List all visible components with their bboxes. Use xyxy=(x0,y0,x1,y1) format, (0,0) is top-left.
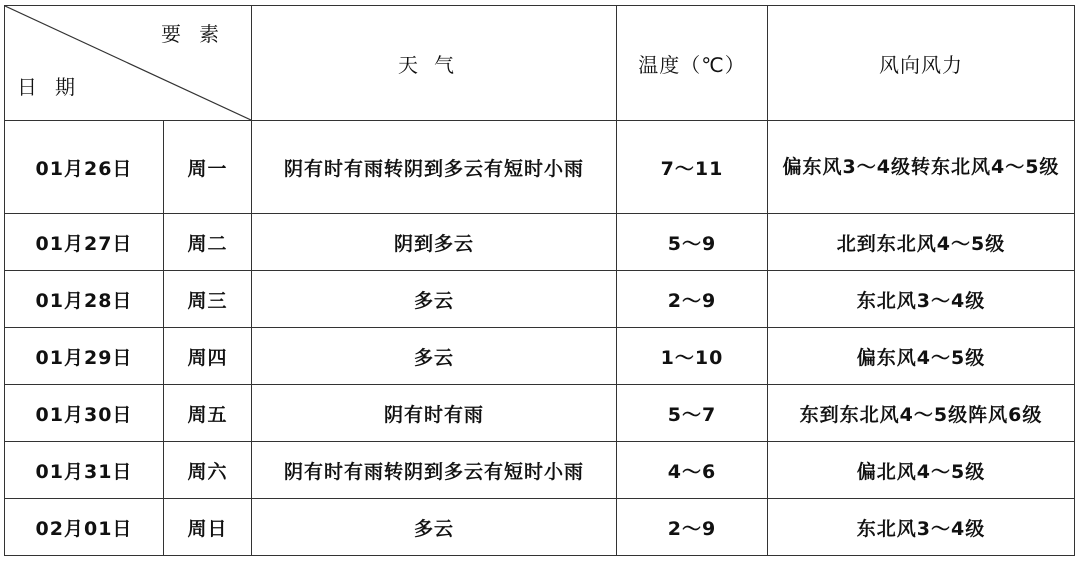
weather-cell: 阴有时有雨转阴到多云有短时小雨 xyxy=(252,121,617,214)
element-label: 要素 xyxy=(161,22,237,46)
weekday-cell: 周六 xyxy=(164,442,252,499)
weather-header: 天气 xyxy=(252,6,617,121)
corner-header-cell xyxy=(5,6,252,121)
temperature-cell: 5～9 xyxy=(617,214,768,271)
weekday-cell: 周二 xyxy=(164,214,252,271)
weekday-cell: 周一 xyxy=(164,121,252,214)
table-row xyxy=(5,271,1075,328)
wind-cell: 东到东北风4～5级阵风6级 xyxy=(768,385,1075,442)
temperature-cell: 2～9 xyxy=(617,271,768,328)
table-row xyxy=(5,499,1075,556)
weather-cell: 阴有时有雨转阴到多云有短时小雨 xyxy=(252,442,617,499)
wind-cell: 东北风3～4级 xyxy=(768,271,1075,328)
date-cell: 01月26日 xyxy=(5,121,164,214)
table-row xyxy=(5,328,1075,385)
weekday-cell: 周五 xyxy=(164,385,252,442)
wind-header: 风向风力 xyxy=(768,6,1075,121)
weekday-cell: 周日 xyxy=(164,499,252,556)
weather-cell: 阴有时有雨 xyxy=(252,385,617,442)
date-cell: 01月27日 xyxy=(5,214,164,271)
temperature-cell: 5～7 xyxy=(617,385,768,442)
weather-forecast-table xyxy=(4,5,1075,556)
table-row xyxy=(5,442,1075,499)
wind-cell: 东北风3～4级 xyxy=(768,499,1075,556)
date-label: 日期 xyxy=(17,75,93,99)
date-cell: 01月30日 xyxy=(5,385,164,442)
temperature-cell: 4～6 xyxy=(617,442,768,499)
wind-cell: 偏东风4～5级 xyxy=(768,328,1075,385)
temperature-cell: 1～10 xyxy=(617,328,768,385)
table-row xyxy=(5,385,1075,442)
wind-cell: 偏北风4～5级 xyxy=(768,442,1075,499)
date-cell: 02月01日 xyxy=(5,499,164,556)
table-row xyxy=(5,214,1075,271)
temperature-header: 温度（℃） xyxy=(617,6,768,121)
temperature-cell: 7～11 xyxy=(617,121,768,214)
table-row xyxy=(5,121,1075,214)
date-cell: 01月29日 xyxy=(5,328,164,385)
weekday-cell: 周四 xyxy=(164,328,252,385)
weather-cell: 多云 xyxy=(252,499,617,556)
weather-cell: 阴到多云 xyxy=(252,214,617,271)
date-cell: 01月28日 xyxy=(5,271,164,328)
weather-cell: 多云 xyxy=(252,328,617,385)
wind-cell: 偏东风3～4级转东北风4～5级 xyxy=(768,121,1075,214)
date-cell: 01月31日 xyxy=(5,442,164,499)
weather-cell: 多云 xyxy=(252,271,617,328)
wind-cell: 北到东北风4～5级 xyxy=(768,214,1075,271)
header-row xyxy=(5,6,1075,121)
temperature-cell: 2～9 xyxy=(617,499,768,556)
weekday-cell: 周三 xyxy=(164,271,252,328)
